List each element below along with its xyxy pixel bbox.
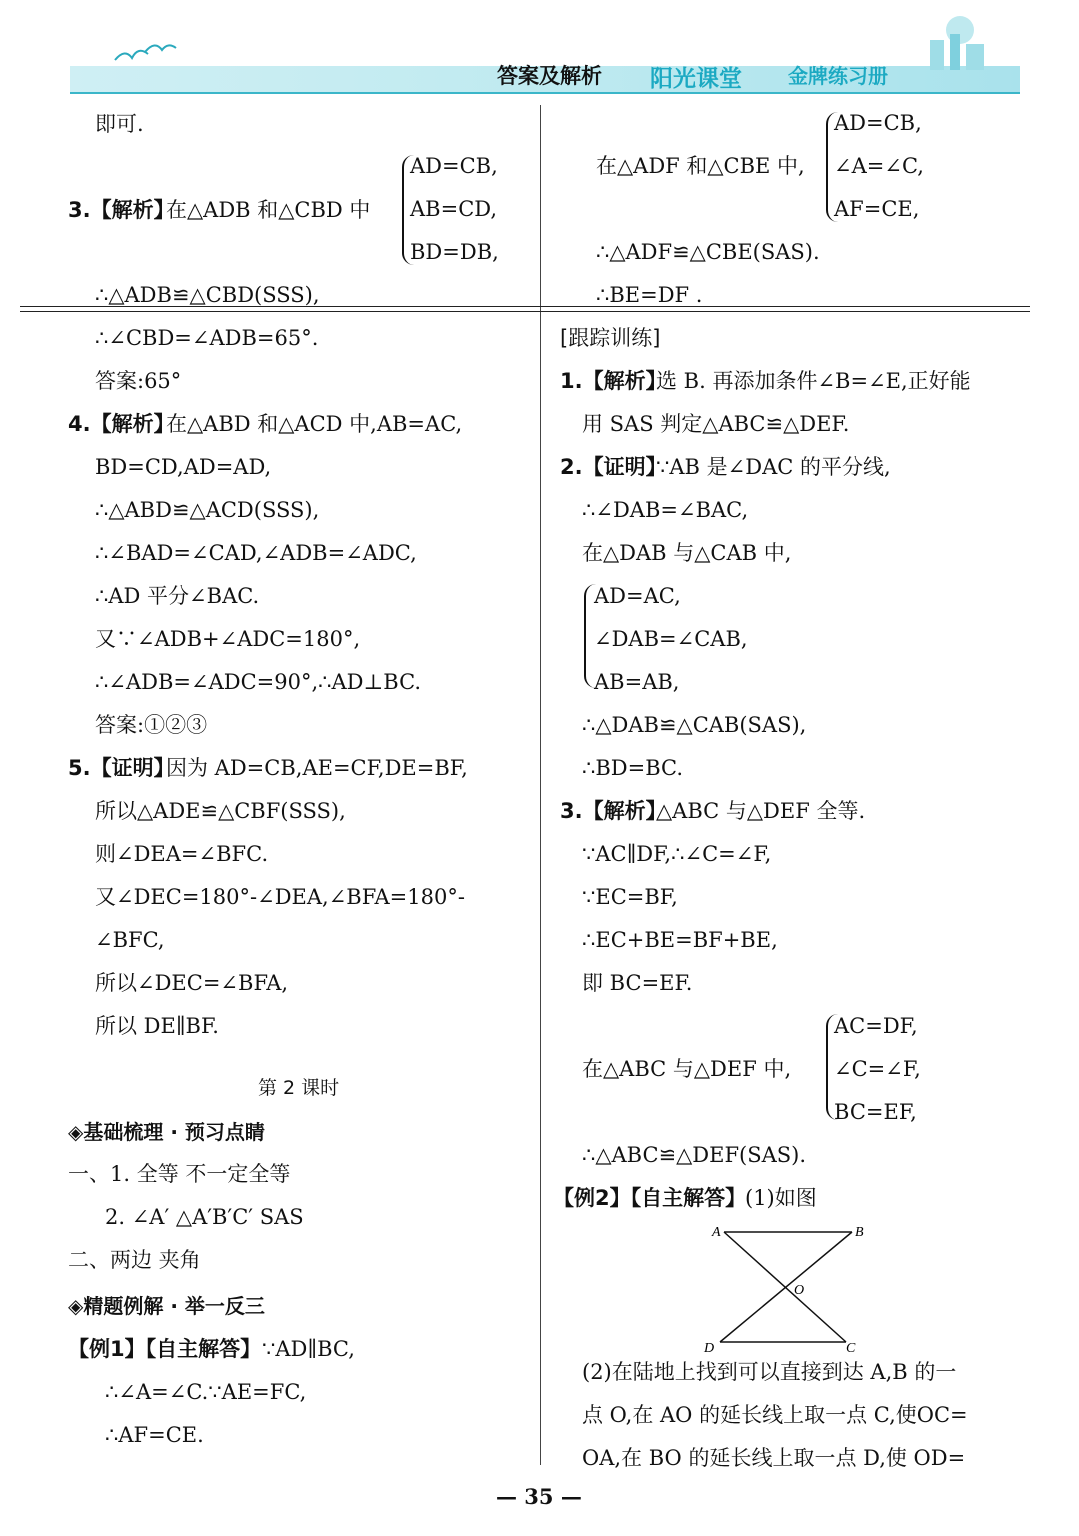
ex2-label: 【例2】【自主解答】	[553, 1186, 747, 1210]
ex1-line-3: ∴AF=CE.	[105, 1423, 204, 1447]
page-number: — 35 —	[496, 1484, 582, 1509]
r-cond-1: AD=CB,	[834, 111, 922, 135]
t3-line-6: ∴△ABC≌△DEF(SAS).	[582, 1143, 807, 1167]
t1-text: 选 B. 再添加条件∠B=∠E,正好能	[656, 369, 971, 393]
example-figure	[700, 1222, 870, 1357]
q3-result-2: ∴∠CBD=∠ADB=65°.	[95, 326, 319, 350]
t3-line-5: 即 BC=EF.	[582, 971, 693, 995]
basics-line-1: 一、1. 全等 不一定全等	[68, 1162, 291, 1186]
track-heading: [跟踪训练]	[560, 326, 661, 350]
t3-line-2: ∵AC∥DF,∴∠C=∠F,	[582, 842, 772, 866]
q5-line-5: ∠BFC,	[95, 928, 165, 952]
label-a: A	[712, 1225, 721, 1240]
q3-cond-2: AB=CD,	[410, 197, 498, 221]
r-line-3: ∴BE=DF .	[596, 283, 703, 307]
r-line-2: ∴△ADF≌△CBE(SAS).	[596, 240, 820, 264]
label-d: D	[704, 1341, 715, 1356]
q5-line-6: 所以∠DEC=∠BFA,	[95, 971, 289, 995]
segment-bd	[720, 1232, 852, 1342]
q3-result-1: ∴△ADB≌△CBD(SSS),	[95, 283, 320, 307]
t3-line-3: ∵EC=BF,	[582, 885, 678, 909]
q5-line-3: 则∠DEA=∠BFC.	[95, 842, 269, 866]
basics-line-2: 2. ∠A′ △A′B′C′ SAS	[105, 1205, 304, 1229]
ex1-label: 【例1】【自主解答】	[68, 1337, 262, 1361]
q4-answer: 答案:①②③	[95, 713, 208, 737]
r-text: 在△ADF 和△CBE 中,	[596, 154, 805, 178]
fold-rule-bottom	[20, 311, 1030, 312]
ex2-para-3: OA,在 BO 的延长线上取一点 D,使 OD=	[582, 1446, 966, 1470]
label-o: O	[794, 1283, 805, 1298]
r-cond-2: ∠A=∠C,	[834, 154, 924, 178]
ex2-para-1: (2)在陆地上找到可以直接到达 A,B 的一	[582, 1360, 957, 1384]
t2-line-2: ∴∠DAB=∠BAC,	[582, 498, 749, 522]
t1-line-2: 用 SAS 判定△ABC≌△DEF.	[582, 412, 850, 436]
lesson-title: 第 2 课时	[258, 1077, 340, 1099]
t3-cond-1: AC=DF,	[834, 1014, 918, 1038]
t2-text: ∵AB 是∠DAC 的平分线,	[656, 455, 891, 479]
q4-line-3: ∴△ABD≌△ACD(SSS),	[95, 498, 320, 522]
q3-label: 3.【解析】	[68, 198, 175, 222]
t3-cond-2: ∠C=∠F,	[834, 1057, 921, 1081]
q4-line-5: ∴AD 平分∠BAC.	[95, 584, 260, 608]
q5-line-7: 所以 DE∥BF.	[95, 1014, 219, 1038]
left-line: 即可.	[95, 112, 144, 136]
label-b: B	[855, 1225, 864, 1240]
t3-line-4: ∴EC+BE=BF+BE,	[582, 928, 778, 952]
ex1-line-2: ∴∠A=∠C.∵AE=FC,	[105, 1380, 307, 1404]
ex1-text: ∵AD∥BC,	[262, 1337, 355, 1361]
header-brand: 阳光课堂	[650, 66, 742, 92]
q4-text: 在△ABD 和△ACD 中,AB=AC,	[166, 412, 463, 436]
t1-label: 1.【解析】	[560, 369, 667, 393]
q5-line-4: 又∠DEC=180°-∠DEA,∠BFA=180°-	[95, 885, 465, 909]
ex2-text: (1)如图	[745, 1186, 817, 1210]
q4-line-6: 又∵∠ADB+∠ADC=180°,	[95, 627, 361, 651]
q5-text: 因为 AD=CB,AE=CF,DE=BF,	[166, 756, 468, 780]
section-examples: ◈精题例解 · 举一反三	[68, 1294, 265, 1318]
q3-cond-1: AD=CB,	[410, 154, 498, 178]
basics-line-3: 二、两边 夹角	[68, 1248, 201, 1272]
q5-line-2: 所以△ADE≌△CBF(SSS),	[95, 799, 346, 823]
t2-cond-2: ∠DAB=∠CAB,	[594, 627, 748, 651]
t2-line-3: 在△DAB 与△CAB 中,	[582, 541, 792, 565]
t2-cond-3: AB=AB,	[594, 670, 680, 694]
t2-line-4: ∴△DAB≌△CAB(SAS),	[582, 713, 807, 737]
t3-text: △ABC 与△DEF 全等.	[656, 799, 866, 823]
t2-label: 2.【证明】	[560, 455, 667, 479]
q4-label: 4.【解析】	[68, 412, 175, 436]
birds-icon	[110, 40, 180, 70]
ex2-para-2: 点 O,在 AO 的延长线上取一点 C,使OC=	[582, 1403, 968, 1427]
q3-text: 在△ADB 和△CBD 中	[166, 198, 371, 222]
section-basics: ◈基础梳理 · 预习点睛	[68, 1120, 265, 1144]
label-c: C	[846, 1341, 856, 1356]
q4-line-7: ∴∠ADB=∠ADC=90°,∴AD⊥BC.	[95, 670, 422, 694]
t3-cond-3: BC=EF,	[834, 1100, 917, 1124]
q5-label: 5.【证明】	[68, 756, 175, 780]
q3-cond-3: BD=DB,	[410, 240, 499, 264]
t2-line-5: ∴BD=BC.	[582, 756, 684, 780]
r-cond-3: AF=CE,	[834, 197, 920, 221]
header-series: 金牌练习册	[788, 64, 888, 88]
header-title: 答案及解析	[497, 64, 602, 88]
column-divider	[540, 105, 541, 1465]
q4-line-2: BD=CD,AD=AD,	[95, 455, 272, 479]
t3-label: 3.【解析】	[560, 799, 667, 823]
city-skyline-icon	[900, 10, 1020, 70]
q4-line-4: ∴∠BAD=∠CAD,∠ADB=∠ADC,	[95, 541, 417, 565]
t2-cond-1: AD=AC,	[594, 584, 681, 608]
t3-text-2: 在△ABC 与△DEF 中,	[582, 1057, 792, 1081]
q3-answer: 答案:65°	[95, 369, 182, 393]
